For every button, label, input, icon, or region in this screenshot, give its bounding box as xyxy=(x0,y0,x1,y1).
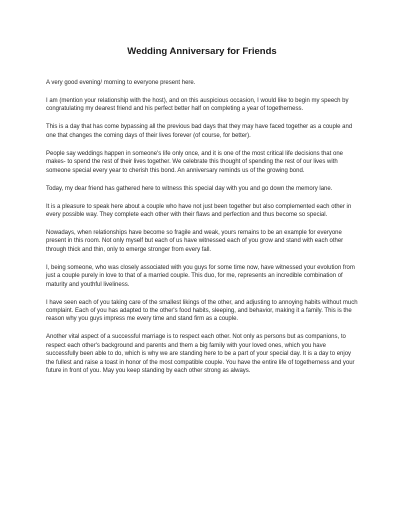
paragraph-day: This is a day that has come bypassing all the previous bad days that they may have faced together as a couple and one that changes the coming days of their lives forever (of course, for better). xyxy=(46,124,353,139)
paragraph-pleasure: It is a pleasure to speak here about a couple who have not just been together but also complemented each other in every possible way. They complete each other with their flaws and perfection and thus become so special. xyxy=(46,203,352,219)
paragraph-evolution: I, being someone, who was closely associated with you guys for some time now, have witnessed your evolution from just a couple purely in love to that of a married couple. This duo, for me, represents an incredible combination of maturity and youthful liveliness. xyxy=(46,264,355,288)
document-title: Wedding Anniversary for Friends xyxy=(127,46,277,57)
paragraph-care: I have seen each of you taking care of the smallest likings of the other, and adjusting to annoying habits without much complaint. Each of you has adapted to the other's food habits, sleeping, and behavior, making it a family. This is the reason why you guys impress me every time and stand firm as a couple. xyxy=(46,299,358,323)
paragraph-greeting: A very good evening/ morning to everyone present here. xyxy=(46,80,196,86)
paragraph-relationships: Nowadays, when relationships have become so fragile and weak, yours remains to be an example for everyone present in this room. Not only myself but each of us have witnessed each of you grow and stand with each other through thick and thin, only to emerge stronger from every fall. xyxy=(46,230,344,253)
paragraph-weddings: People say weddings happen in someone's life only once, and it is one of the most critical life decisions that one makes- to spend the rest of their lives together. We celebrate this thought of spending the rest of our lives with someone special every year to cherish this bond. An anniversary reminds us of the growing bond. xyxy=(46,150,343,174)
paragraph-respect: Another vital aspect of a successful marriage is to respect each other. Not only as persons but as companions, to respect each other's background and parents and them a big family with your loved ones, which you have successfully been able to do, which is why we are standing here to be a part of your special day. It is a day to enjoy the fullest and raise a toast in honor of the most compatible couple. You have the entire life of togetherness and your future in front of you. May you keep standing by each other strong as always. xyxy=(46,334,355,375)
paragraph-today: Today, my dear friend has gathered here to witness this special day with you and go down the memory lane. xyxy=(46,185,333,192)
paragraph-introduction: I am (mention your relationship with the host), and on this auspicious occasion, I would like to begin my speech by congratulating my dearest friend and his perfect better half on completing a year of togetherness. xyxy=(46,98,349,113)
